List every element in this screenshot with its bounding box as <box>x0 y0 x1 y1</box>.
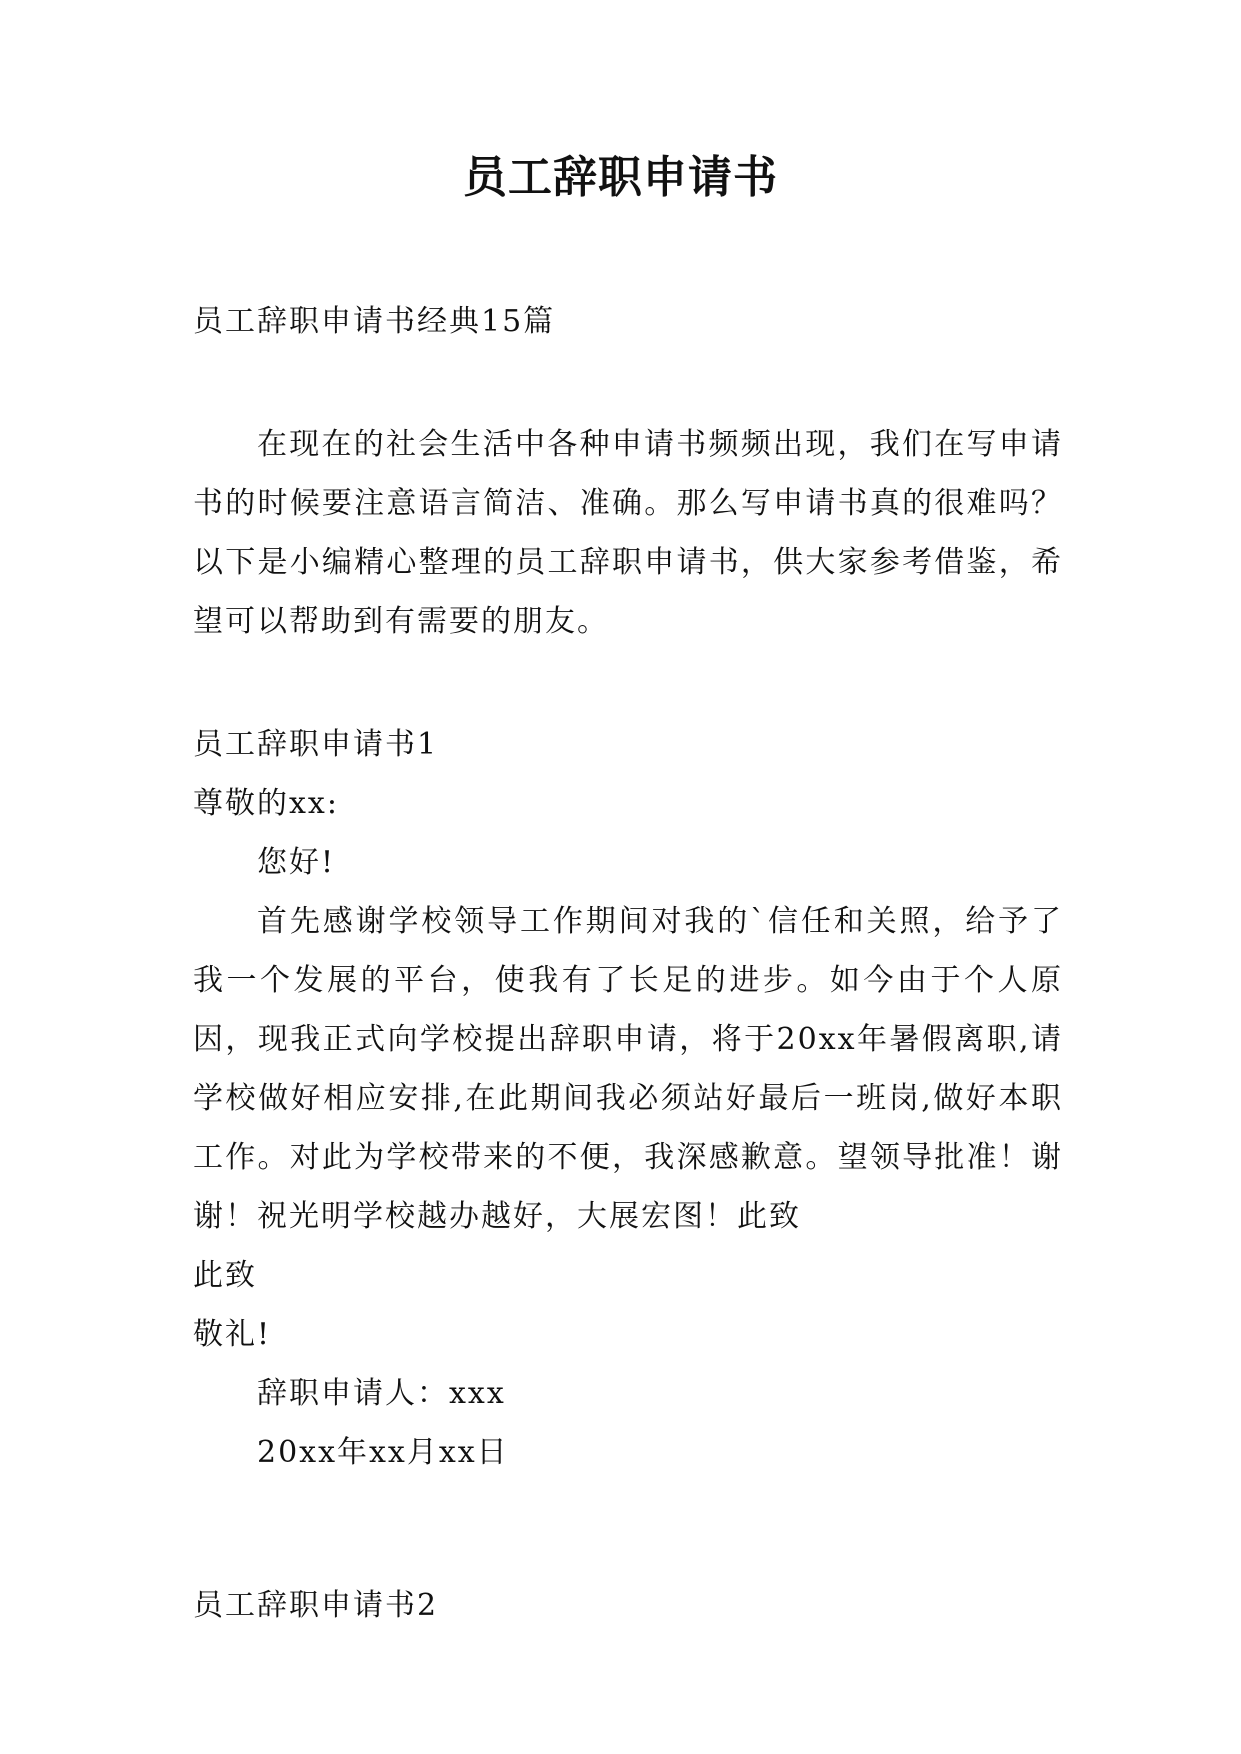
section-1-heading: 员工辞职申请书1 <box>193 727 439 762</box>
letter-body: 首先感谢学校领导工作期间对我的`信任和关照，给予了我一个发展的平台，使我有了长足的进步。如今由于个人原因，现我正式向学校提出辞职申请，将于20xx年暑假离职,请学校做好相应安排,在此期间我必须站好最后一班岗,做好本职工作。对此为学校带来的不便，我深感歉意。望领导批准！谢谢！祝光明学校越办越好，大展宏图！此致 <box>193 904 1063 1234</box>
section-2-heading: 员工辞职申请书2 <box>193 1588 439 1623</box>
document-body <box>193 292 1063 1635</box>
document-title: 员工辞职申请书 <box>463 152 778 203</box>
signature: 辞职申请人：xxx <box>257 1376 506 1411</box>
date: 20xx年xx月xx日 <box>257 1435 509 1470</box>
document-subtitle: 员工辞职申请书经典15篇 <box>193 304 556 339</box>
greeting: 您好! <box>257 845 336 880</box>
salutation: 尊敬的xx: <box>193 786 339 821</box>
closing-line-2: 敬礼! <box>193 1317 272 1352</box>
intro-paragraph: 在现在的社会生活中各种申请书频频出现，我们在写申请书的时候要注意语言简洁、准确。那么写申请书真的很难吗？以下是小编精心整理的员工辞职申请书，供大家参考借鉴，希望可以帮助到有需要的朋友。 <box>193 427 1063 639</box>
closing-line-1: 此致 <box>193 1258 257 1293</box>
